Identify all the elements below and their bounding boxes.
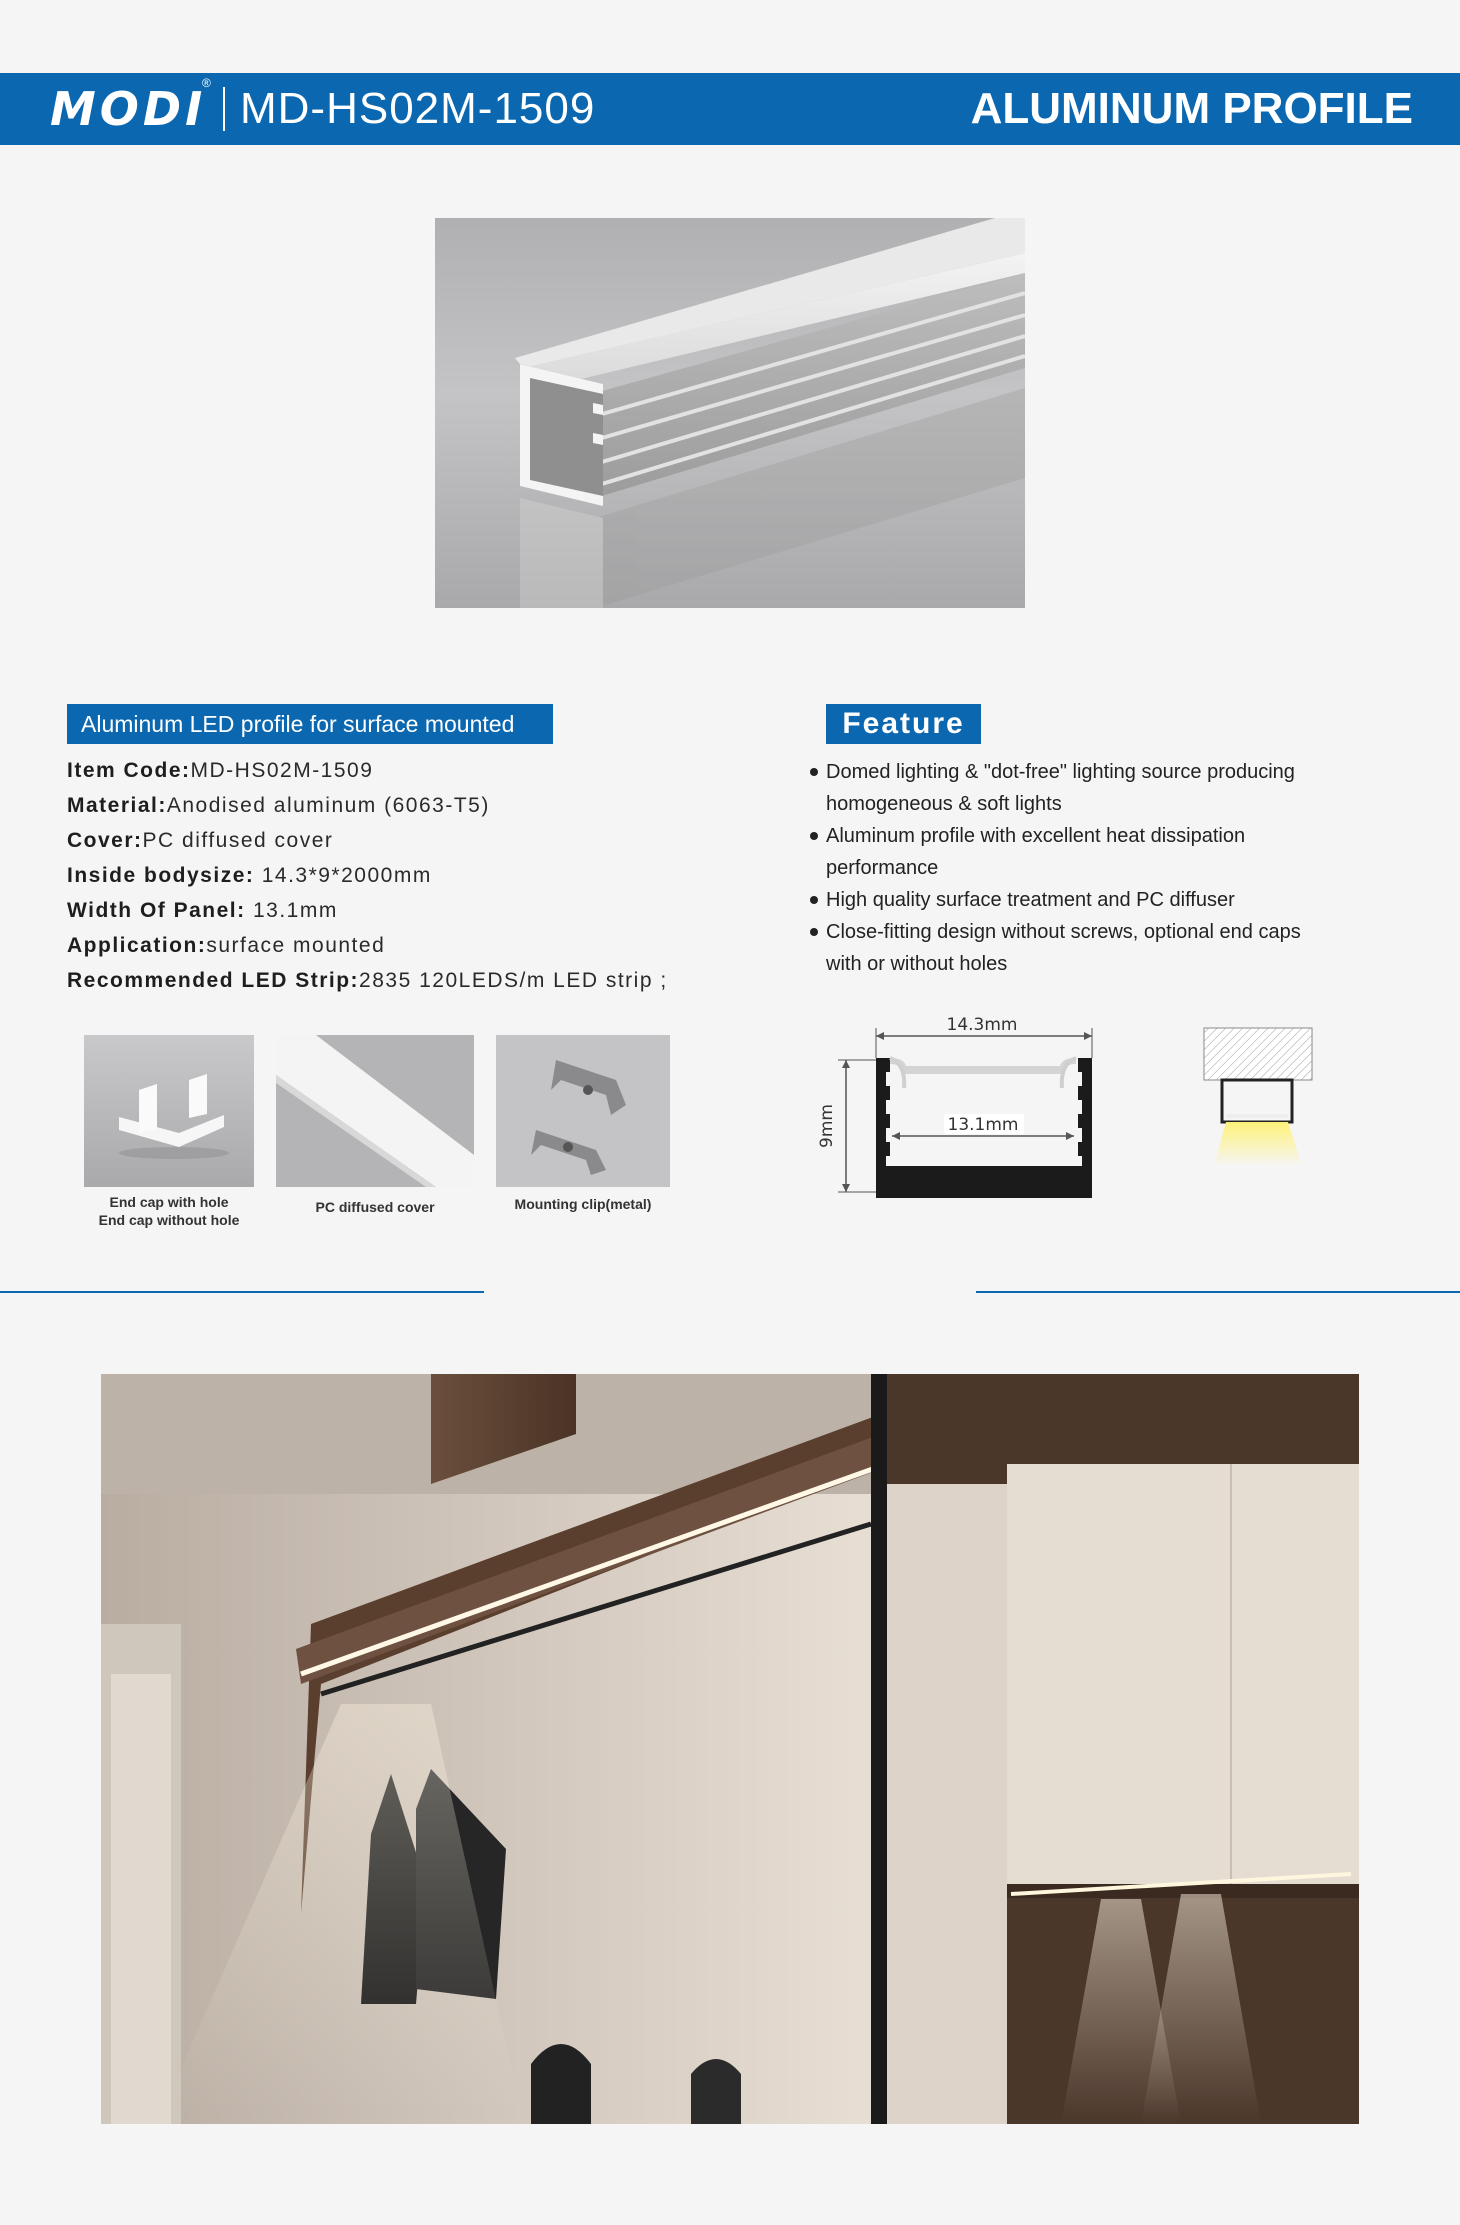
feature-line: Domed lighting & "dot-free" lighting source producing: [826, 761, 1295, 783]
spec-item-code: [67, 756, 373, 786]
mounting-clip-caption: Mounting clip(metal): [514, 1196, 652, 1212]
caption-line: End cap without hole: [98, 1212, 240, 1228]
product-photo: [435, 218, 1025, 608]
header-divider: [223, 87, 225, 131]
spec-label: Width Of Panel:: [67, 899, 246, 922]
height-label: 9mm: [818, 1104, 837, 1148]
caption-line: End cap with hole: [109, 1194, 229, 1210]
end-cap-photo: [84, 1035, 254, 1187]
feature-line: High quality surface treatment and PC diffuser: [826, 889, 1235, 911]
spec-label: Material:: [67, 794, 167, 817]
model-code: MD-HS02M-1509: [240, 84, 596, 133]
brand-logo: MODI: [50, 82, 207, 136]
spec-value: 2835 120LEDS/m LED strip ;: [359, 969, 668, 992]
spec-value: 13.1mm: [245, 899, 338, 922]
feature-line: Close-fitting design without screws, optional end caps: [826, 921, 1301, 943]
width-panel-label: 13.1mm: [947, 1115, 1019, 1135]
section-divider: [976, 1291, 1460, 1293]
mounting-clip-photo: [496, 1035, 670, 1187]
spec-label: Application:: [67, 934, 207, 957]
application-photo: [101, 1374, 1359, 2124]
spec-value: Anodised aluminum (6063-T5): [166, 794, 490, 817]
dimension-drawing: [818, 1008, 1108, 1198]
section-divider: [0, 1291, 484, 1293]
bullet-icon: [810, 768, 818, 776]
spec-label: Cover:: [67, 829, 143, 852]
installation-diagram: [1202, 1026, 1314, 1166]
spec-value: MD-HS02M-1509: [190, 759, 374, 782]
pc-cover-photo: [276, 1035, 474, 1187]
feature-line: with or without holes: [826, 953, 1008, 975]
feature-line: homogeneous & soft lights: [826, 793, 1062, 815]
spec-material: [67, 791, 490, 821]
width-outer-label: 14.3mm: [946, 1015, 1018, 1035]
registered-mark: ®: [202, 76, 211, 90]
spec-cover: [67, 826, 333, 856]
spec-led-strip: [67, 966, 668, 996]
product-heading: Aluminum LED profile for surface mounted: [67, 704, 553, 744]
spec-application: [67, 931, 385, 961]
spec-panel-width: [67, 896, 338, 926]
feature-heading: Feature: [826, 704, 981, 744]
aluminum-profile-illustration: [435, 218, 1025, 608]
spec-label: Inside bodysize:: [67, 864, 255, 887]
spec-value: surface mounted: [206, 934, 386, 957]
bullet-icon: [810, 832, 818, 840]
feature-line: Aluminum profile with excellent heat dissipation: [826, 825, 1246, 847]
spec-value: 14.3*9*2000mm: [254, 864, 432, 887]
spec-label: Item Code:: [67, 759, 191, 782]
end-cap-caption: [74, 1193, 264, 1229]
feature-line: performance: [826, 857, 939, 879]
page-title: ALUMINUM PROFILE: [970, 84, 1413, 133]
spec-inside-bodysize: [67, 861, 432, 891]
spec-label: Recommended LED Strip:: [67, 969, 360, 992]
spec-value: PC diffused cover: [142, 829, 334, 852]
pc-cover-caption: PC diffused cover: [315, 1199, 435, 1215]
bullet-icon: [810, 896, 818, 904]
bullet-icon: [810, 928, 818, 936]
